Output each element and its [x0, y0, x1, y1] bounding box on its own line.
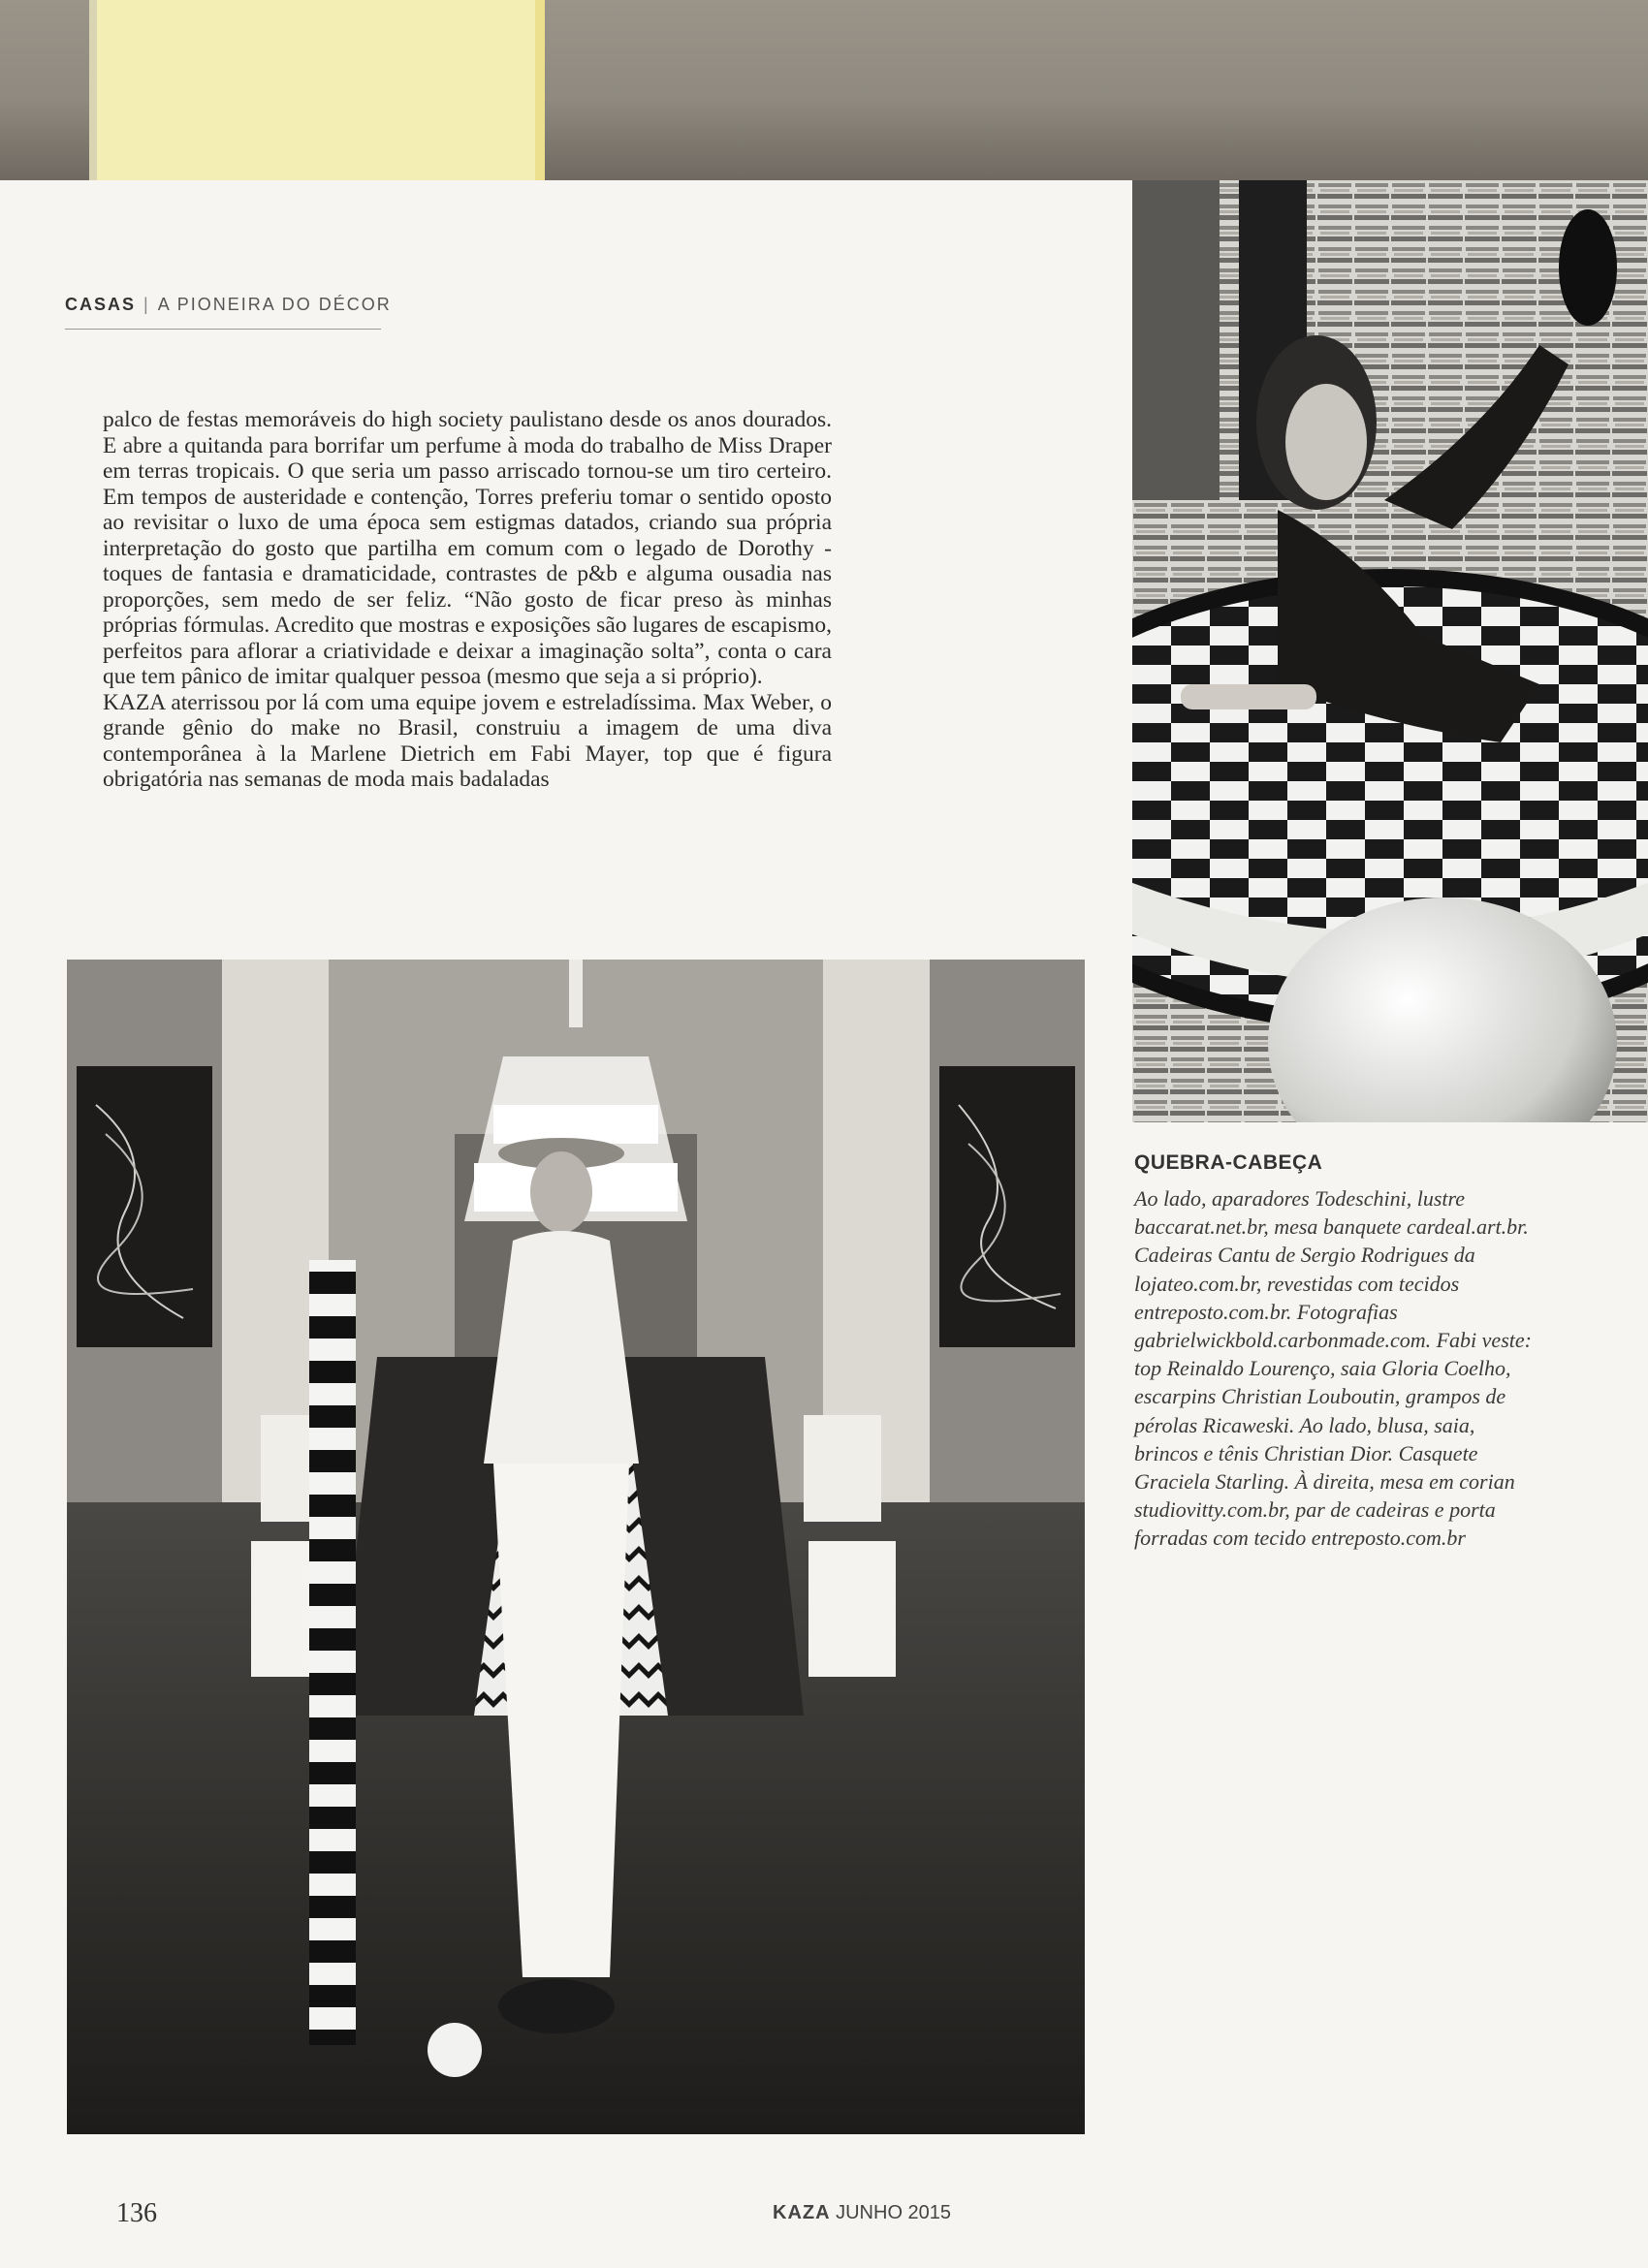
- checkerboard-table-illustration: [1132, 180, 1648, 1122]
- magazine-brand: KAZA: [773, 2202, 831, 2223]
- page-number: 136: [116, 2198, 157, 2228]
- sticky-note: [97, 0, 545, 180]
- photo-model-checkerboard-table: [1132, 180, 1648, 1122]
- body-paragraph-2: KAZA aterrissou por lá com uma equipe jovem e estreladíssima. Max Weber, o grande gênio do make no Brasil, construiu a imagem de uma diva contemporânea à la Marlene Dietrich em Fabi Mayer, top que é figura obrigatória nas semanas de moda mais badaladas: [103, 689, 832, 792]
- article-title: A PIONEIRA DO DÉCOR: [157, 295, 392, 314]
- photo-model-dining-hall: [67, 960, 1085, 2134]
- caption-title: QUEBRA-CABEÇA: [1134, 1151, 1323, 1174]
- dining-hall-illustration: [67, 960, 1085, 2134]
- section-header: [65, 295, 392, 330]
- footer-magazine-info: [773, 2202, 951, 2224]
- header-separator: |: [143, 295, 150, 314]
- section-label: CASAS: [65, 295, 137, 314]
- magazine-issue: JUNHO 2015: [836, 2202, 952, 2223]
- article-body: [103, 407, 832, 793]
- body-paragraph-1: palco de festas memoráveis do high society paulistano desde os anos dourados. E abre a quitanda para borrifar um perfume à moda do trabalho de Miss Draper em terras tropicais. O que seria um passo arriscado tornou-se um tiro certeiro. Em tempos de austeridade e contenção, Torres preferiu tomar o sentido oposto ao revisitar o luxo de uma época sem estigmas datados, criando sua própria interpretação do gosto que partilha em comum com o legado de Dorothy - toques de fantasia e dramaticidade, contrastes de p&b e alguma ousadia nas proporções, sem medo de ser feliz. “Não gosto de ficar preso às minhas próprias fórmulas. Acredito que mostras e exposições são lugares de escapismo, perfeitos para aflorar a criatividade e deixar a imaginação solta”, conta o cara que tem pânico de imitar qualquer pessoa (mesmo que seja a si próprio).: [103, 407, 832, 689]
- caption-body: Ao lado, aparadores Todeschini, lustre baccarat.net.br, mesa banquete cardeal.art.br. Cadeiras Cantu de Sergio Rodrigues da lojateo.com.br, revestidas com tecidos entreposto.com.br. Fotografias gabrielwickbold.carbonmade.com. Fabi veste: top Reinaldo Lourenço, saia Gloria Coelho, escarpins Christian Louboutin, grampos de pérolas Ricaweski. Ao lado, blusa, saia, brincos e tênis Christian Dior. Casquete Graciela Starling. À direita, mesa em corian studiovitty.com.br, par de cadeiras e porta forradas com tecido entreposto.com.br: [1134, 1186, 1532, 1551]
